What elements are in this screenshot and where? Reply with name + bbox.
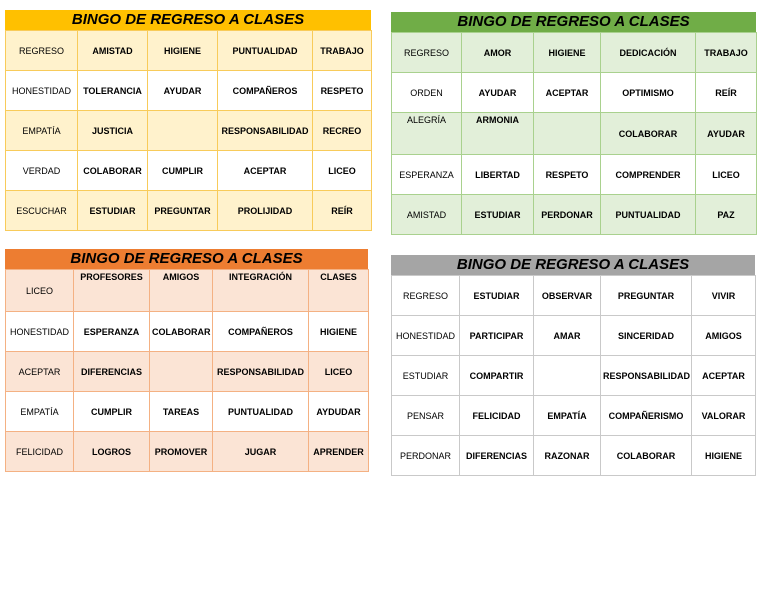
bingo-row: [6, 71, 372, 111]
bingo-cell: COLABORAR: [601, 436, 692, 476]
bingo-row: [6, 352, 369, 392]
bingo-cell: TOLERANCIA: [78, 71, 148, 111]
bingo-row: [392, 316, 756, 356]
bingo-cell: PREGUNTAR: [601, 276, 692, 316]
card-title: BINGO DE REGRESO A CLASES: [391, 255, 755, 275]
bingo-cell: COLABORAR: [78, 151, 148, 191]
bingo-cell: VERDAD: [6, 151, 78, 191]
bingo-cell: AMIGOS: [150, 270, 213, 312]
bingo-cell: AMISTAD: [78, 31, 148, 71]
bingo-cell: REÍR: [696, 73, 757, 113]
bingo-cell: REGRESO: [392, 276, 460, 316]
bingo-grid: [391, 275, 756, 476]
bingo-cell: TAREAS: [150, 392, 213, 432]
bingo-cell: FELICIDAD: [6, 432, 74, 472]
bingo-cell: PUNTUALIDAD: [213, 392, 309, 432]
bingo-card-yellow: [5, 10, 371, 231]
bingo-cell: HONESTIDAD: [6, 312, 74, 352]
bingo-cell: RESPONSABILIDAD: [601, 356, 692, 396]
bingo-cell: JUSTICIA: [78, 111, 148, 151]
bingo-cell: REÍR: [313, 191, 372, 231]
bingo-cell: PAZ: [696, 195, 757, 235]
bingo-cell-free: [148, 111, 218, 151]
bingo-cell: HIGIENE: [148, 31, 218, 71]
bingo-cell: AYUDAR: [696, 113, 757, 155]
bingo-cell: AMISTAD: [392, 195, 462, 235]
bingo-cell: EMPATÍA: [6, 392, 74, 432]
bingo-cell: RESPETO: [313, 71, 372, 111]
bingo-cell: RECREO: [313, 111, 372, 151]
bingo-cell: ESTUDIAR: [392, 356, 460, 396]
bingo-grid: [5, 30, 372, 231]
bingo-cell: ACEPTAR: [534, 73, 601, 113]
bingo-row: [392, 396, 756, 436]
bingo-cell: HIGIENE: [692, 436, 756, 476]
bingo-cell: VALORAR: [692, 396, 756, 436]
bingo-row: [392, 276, 756, 316]
card-title: BINGO DE REGRESO A CLASES: [5, 249, 368, 269]
bingo-cell: PERDONAR: [392, 436, 460, 476]
bingo-cell: COMPAÑERISMO: [601, 396, 692, 436]
bingo-cell: AMOR: [462, 33, 534, 73]
bingo-row: [6, 392, 369, 432]
bingo-cell: HIGIENE: [309, 312, 369, 352]
bingo-card-green: [391, 12, 756, 235]
bingo-cell: HONESTIDAD: [392, 316, 460, 356]
bingo-cell: COLABORAR: [601, 113, 696, 155]
bingo-cell: AYDUDAR: [309, 392, 369, 432]
bingo-cell: OPTIMISMO: [601, 73, 696, 113]
bingo-cell: ACEPTAR: [6, 352, 74, 392]
bingo-cell: APRENDER: [309, 432, 369, 472]
bingo-cell: PROFESORES: [74, 270, 150, 312]
bingo-cell: LOGROS: [74, 432, 150, 472]
bingo-cell: DEDICACIÓN: [601, 33, 696, 73]
bingo-row: [6, 312, 369, 352]
bingo-cell: ESTUDIAR: [460, 276, 534, 316]
bingo-cell: COLABORAR: [150, 312, 213, 352]
card-title: BINGO DE REGRESO A CLASES: [5, 10, 371, 30]
bingo-cell: PUNTUALIDAD: [601, 195, 696, 235]
bingo-cell: LICEO: [309, 352, 369, 392]
bingo-cell: PERDONAR: [534, 195, 601, 235]
bingo-cell: AMAR: [534, 316, 601, 356]
bingo-cell: COMPARTIR: [460, 356, 534, 396]
bingo-cell: SINCERIDAD: [601, 316, 692, 356]
bingo-cell: LICEO: [696, 155, 757, 195]
bingo-cell: DIFERENCIAS: [460, 436, 534, 476]
bingo-cell: INTEGRACIÓN: [213, 270, 309, 312]
bingo-row: [392, 113, 757, 155]
bingo-row: [392, 73, 757, 113]
bingo-card-orange: [5, 249, 368, 472]
bingo-row: [6, 432, 369, 472]
bingo-cell: EMPATÍA: [534, 396, 601, 436]
bingo-cell: EMPATÍA: [6, 111, 78, 151]
bingo-cell: LIBERTAD: [462, 155, 534, 195]
bingo-cell: ESPERANZA: [392, 155, 462, 195]
bingo-grid: [391, 32, 757, 235]
bingo-cell: OBSERVAR: [534, 276, 601, 316]
bingo-cell: PUNTUALIDAD: [218, 31, 313, 71]
bingo-cell: RESPONSABILIDAD: [218, 111, 313, 151]
bingo-row: [6, 191, 372, 231]
bingo-cell: RESPONSABILIDAD: [213, 352, 309, 392]
bingo-cell: AMIGOS: [692, 316, 756, 356]
bingo-cell: DIFERENCIAS: [74, 352, 150, 392]
bingo-cell: ORDEN: [392, 73, 462, 113]
bingo-row: [6, 31, 372, 71]
bingo-cell: PROMOVER: [150, 432, 213, 472]
bingo-cell: CLASES: [309, 270, 369, 312]
bingo-cell: ALEGRÍA: [392, 113, 462, 155]
bingo-cell-free: [534, 356, 601, 396]
bingo-grid: [5, 269, 369, 472]
bingo-cell: ESCUCHAR: [6, 191, 78, 231]
bingo-cell: COMPAÑEROS: [213, 312, 309, 352]
bingo-row: [392, 33, 757, 73]
bingo-cell: COMPAÑEROS: [218, 71, 313, 111]
bingo-cell: TRABAJO: [696, 33, 757, 73]
bingo-row: [6, 151, 372, 191]
card-title: BINGO DE REGRESO A CLASES: [391, 12, 756, 32]
bingo-cell: ESPERANZA: [74, 312, 150, 352]
bingo-cell: REGRESO: [6, 31, 78, 71]
bingo-cell: ESTUDIAR: [78, 191, 148, 231]
bingo-cell: VIVIR: [692, 276, 756, 316]
bingo-row: [392, 356, 756, 396]
bingo-cell: JUGAR: [213, 432, 309, 472]
bingo-cell: FELICIDAD: [460, 396, 534, 436]
bingo-cell: LICEO: [6, 270, 74, 312]
bingo-cell: ESTUDIAR: [462, 195, 534, 235]
bingo-cell: AYUDAR: [462, 73, 534, 113]
bingo-cell: HONESTIDAD: [6, 71, 78, 111]
bingo-row: [392, 436, 756, 476]
bingo-cell: LICEO: [313, 151, 372, 191]
bingo-row: [392, 195, 757, 235]
bingo-cell: AYUDAR: [148, 71, 218, 111]
bingo-row: [6, 111, 372, 151]
bingo-cell: PARTICIPAR: [460, 316, 534, 356]
bingo-cell: COMPRENDER: [601, 155, 696, 195]
bingo-cell: PROLIJIDAD: [218, 191, 313, 231]
bingo-cell: RAZONAR: [534, 436, 601, 476]
bingo-cell: ARMONIA: [462, 113, 534, 155]
bingo-cell: CUMPLIR: [74, 392, 150, 432]
bingo-row: [6, 270, 369, 312]
bingo-cell: CUMPLIR: [148, 151, 218, 191]
bingo-cell-free: [534, 113, 601, 155]
bingo-cell-free: [150, 352, 213, 392]
bingo-card-gray: [391, 255, 755, 476]
bingo-cell: HIGIENE: [534, 33, 601, 73]
bingo-cell: ACEPTAR: [218, 151, 313, 191]
bingo-row: [392, 155, 757, 195]
bingo-cell: REGRESO: [392, 33, 462, 73]
bingo-cell: PENSAR: [392, 396, 460, 436]
bingo-cell: TRABAJO: [313, 31, 372, 71]
bingo-cell: ACEPTAR: [692, 356, 756, 396]
bingo-cell: PREGUNTAR: [148, 191, 218, 231]
bingo-cell: RESPETO: [534, 155, 601, 195]
